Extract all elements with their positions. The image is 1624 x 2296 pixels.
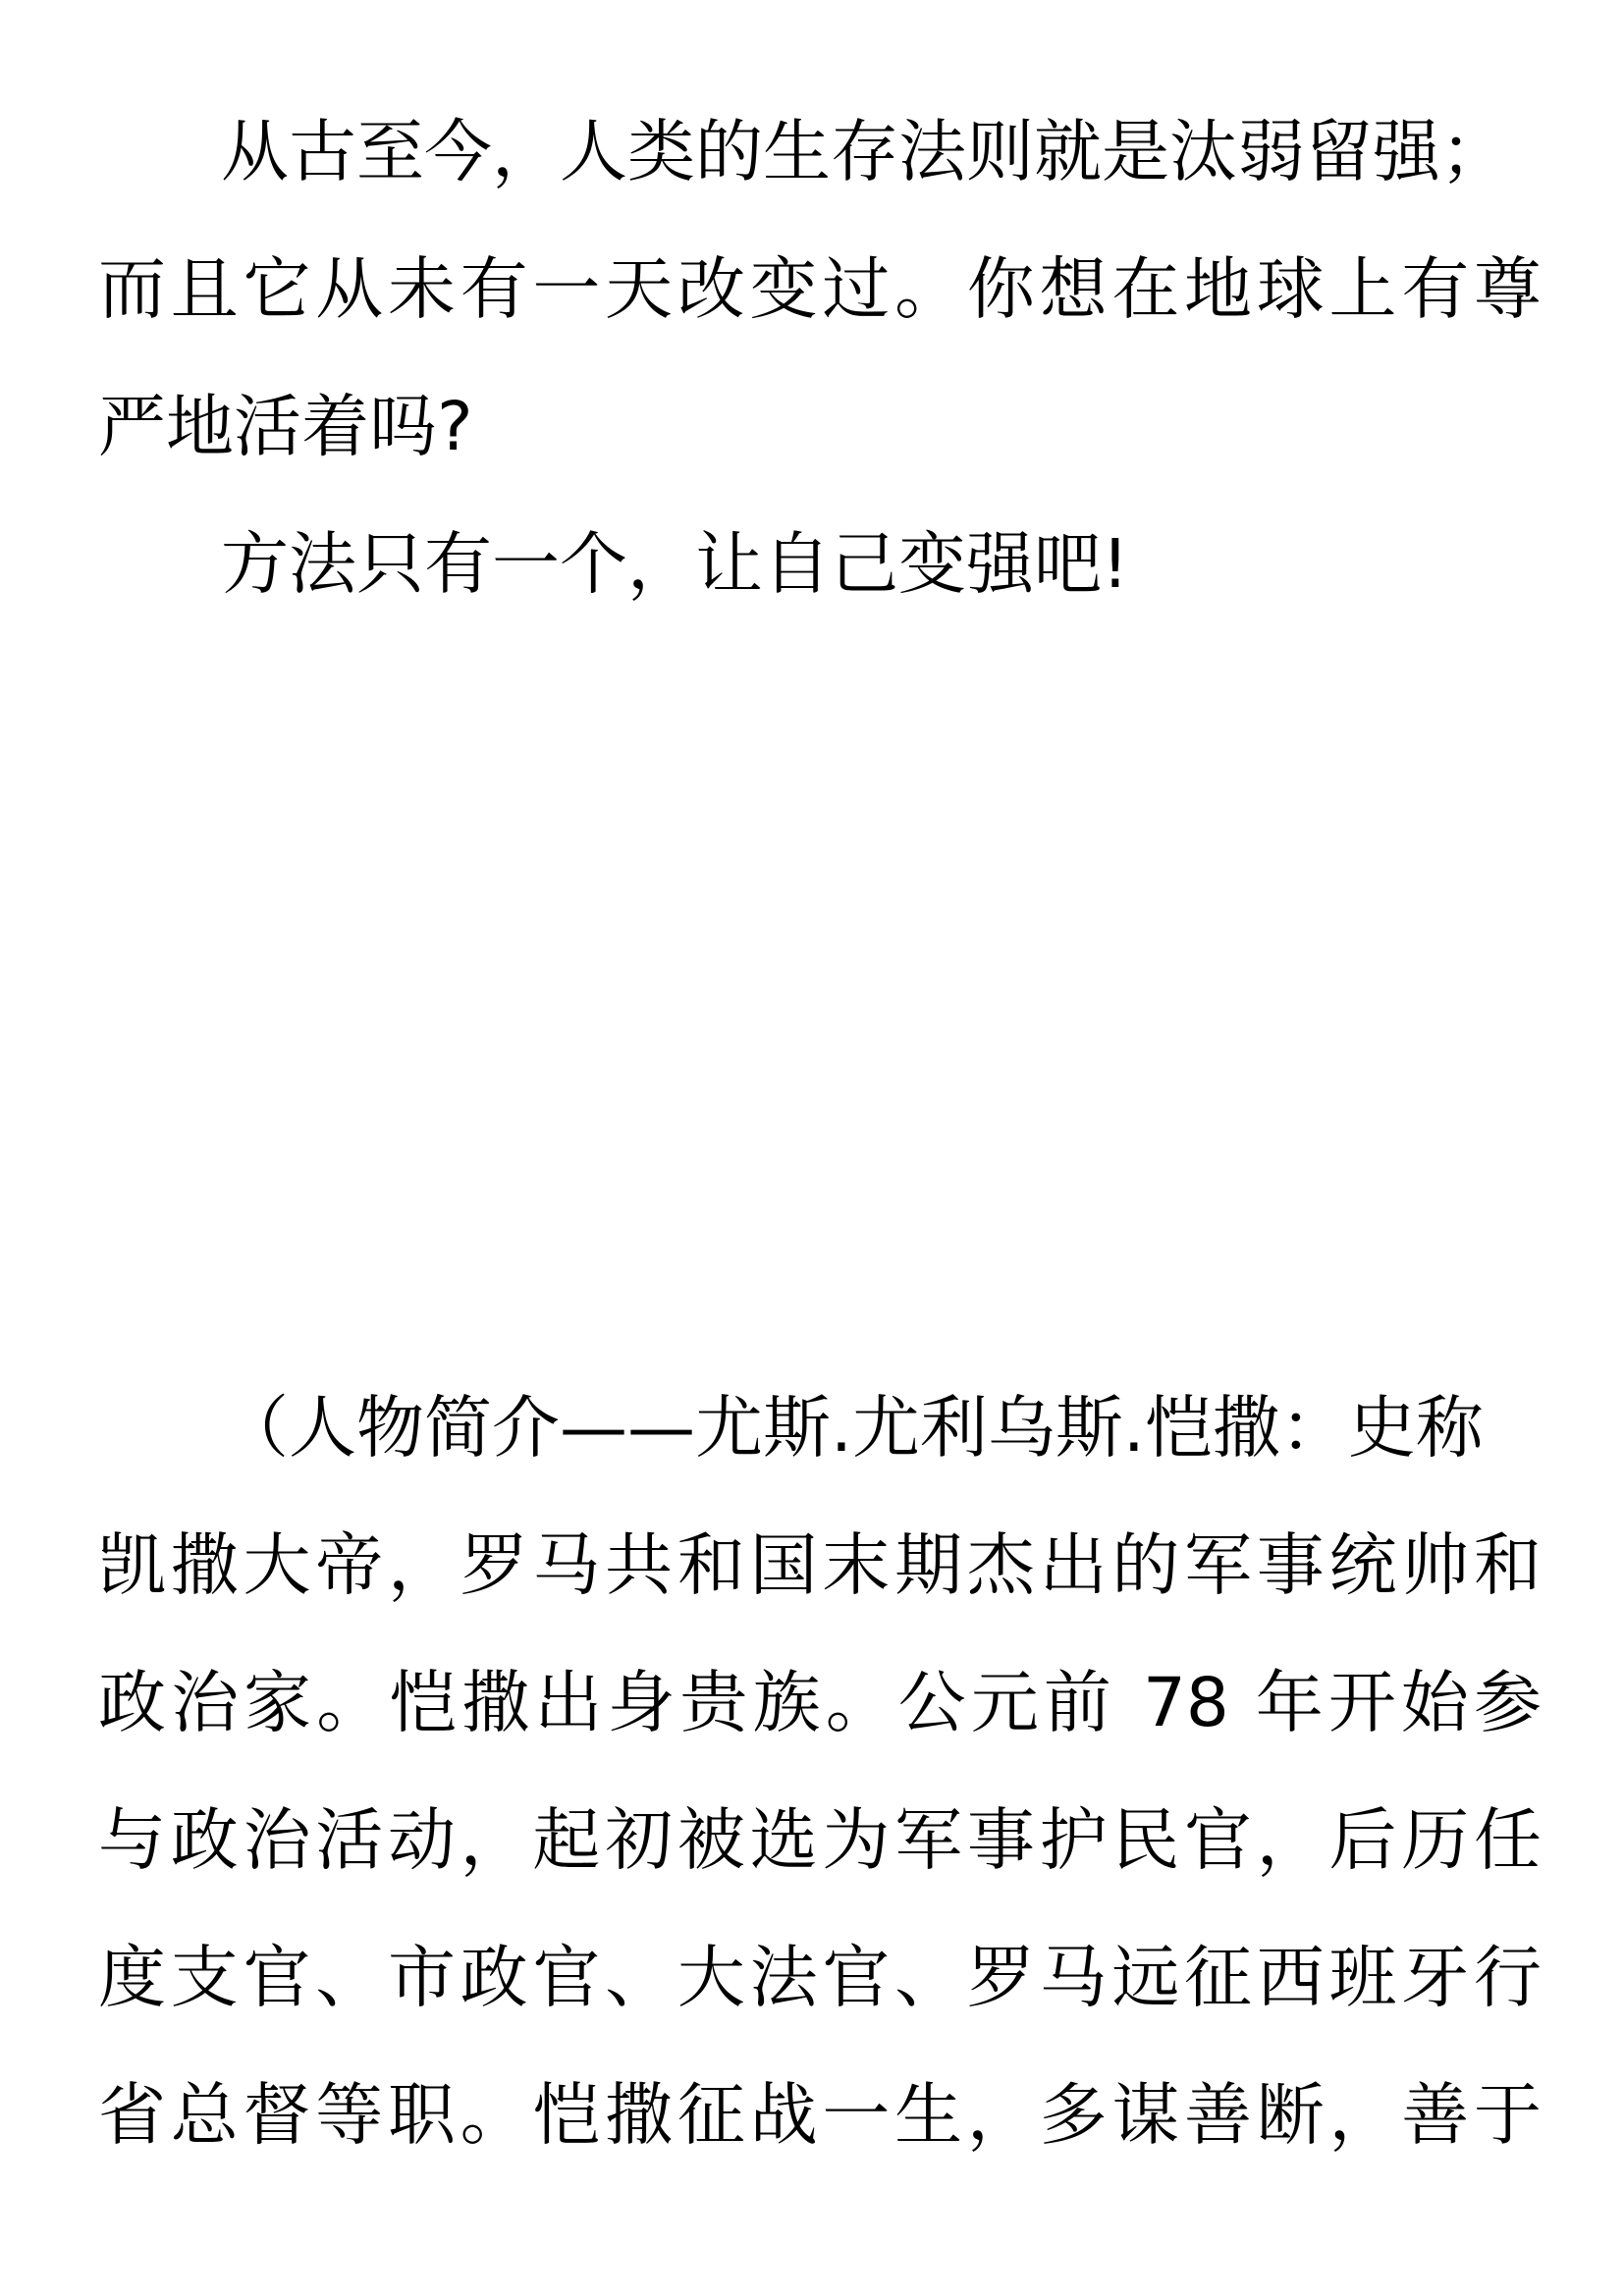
biography-section — [98, 1360, 1542, 2184]
paragraph-line: 政治家。恺撒出身贵族。公元前 78 年开始参 — [98, 1664, 1542, 1742]
paragraph-line: （人物简介——尤斯.尤利乌斯.恺撒：史称 — [221, 1389, 1484, 1468]
paragraph-line: 凯撒大帝，罗马共和国末期杰出的军事统帅和 — [98, 1526, 1542, 1605]
paragraph-line: 从古至今，人类的生存法则就是汰弱留强； — [221, 113, 1508, 191]
paragraph-line: 严地活着吗? — [98, 388, 473, 466]
paragraph-line: 省总督等职。恺撒征战一生，多谋善断，善于 — [98, 2076, 1542, 2155]
paragraph-line: 而且它从未有一天改变过。你想在地球上有尊 — [98, 250, 1542, 329]
paragraph-line: 度支官、市政官、大法官、罗马远征西班牙行 — [98, 1939, 1542, 2017]
paragraph-line: 方法只有一个，让自己变强吧! — [221, 525, 1129, 604]
paragraph-line: 与政治活动，起初被选为军事护民官，后历任 — [98, 1801, 1542, 1880]
intro-section — [98, 83, 1542, 633]
